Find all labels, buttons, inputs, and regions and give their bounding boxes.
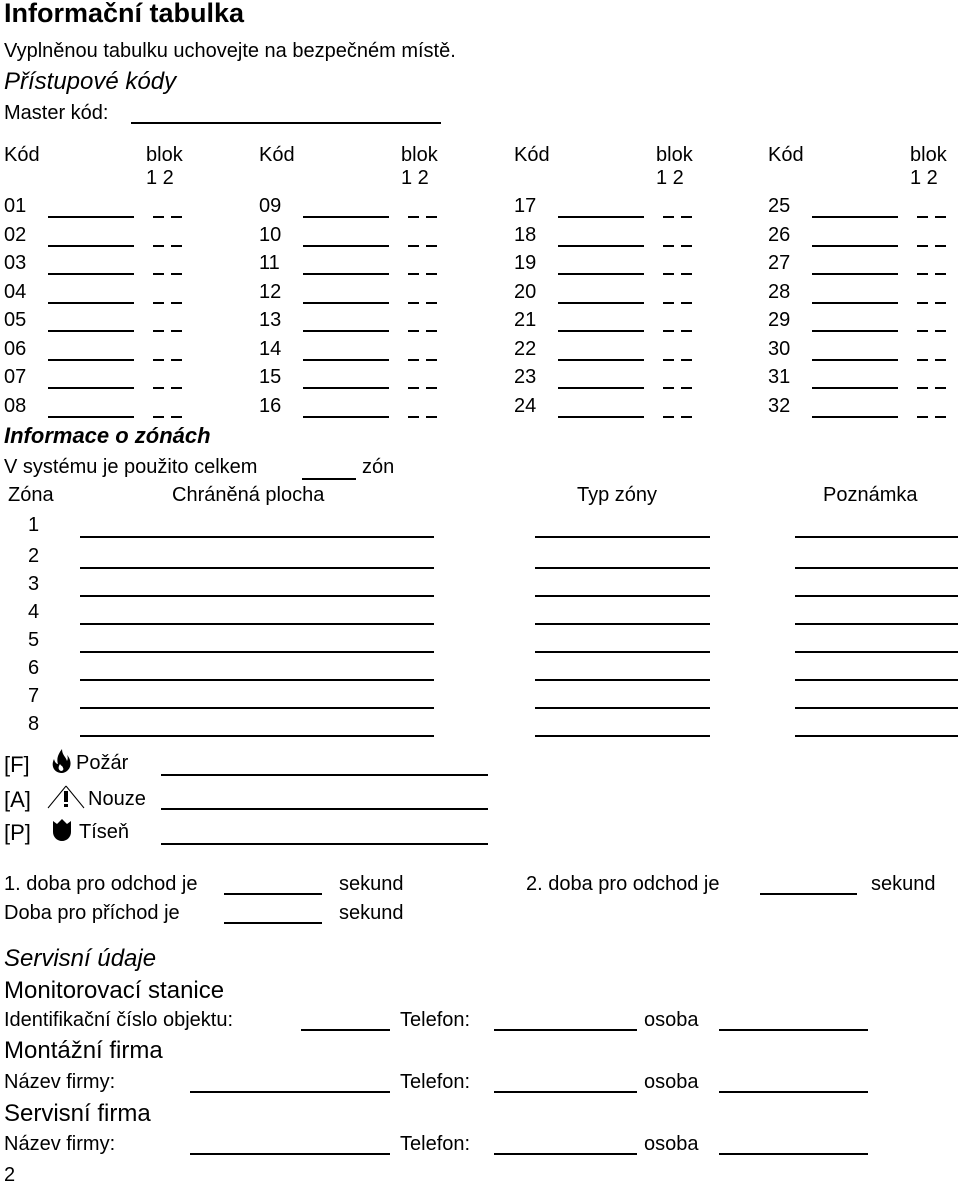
blok-column-header: blok bbox=[401, 144, 438, 166]
blok-1-field[interactable] bbox=[153, 273, 164, 275]
blok-1-field[interactable] bbox=[917, 302, 928, 304]
code-field[interactable] bbox=[303, 416, 389, 418]
blok-1-field[interactable] bbox=[663, 216, 674, 218]
service-company-name-field[interactable] bbox=[190, 1153, 390, 1155]
zone-area-field[interactable] bbox=[80, 679, 434, 681]
entry-time-prefix: Doba pro příchod je bbox=[4, 902, 180, 924]
blok-1-field[interactable] bbox=[917, 416, 928, 418]
blok-1-field[interactable] bbox=[408, 387, 419, 389]
code-column-header: Kód bbox=[514, 144, 550, 166]
service-company-heading: Servisní firma bbox=[4, 1100, 151, 1127]
code-field[interactable] bbox=[558, 359, 644, 361]
code-field[interactable] bbox=[48, 302, 134, 304]
code-slot-number: 10 bbox=[259, 224, 282, 246]
blok-2-field[interactable] bbox=[681, 216, 692, 218]
key-f-label: Požár bbox=[76, 752, 129, 774]
zone-area-field[interactable] bbox=[80, 651, 434, 653]
code-field[interactable] bbox=[812, 216, 898, 218]
zone-header-note: Poznámka bbox=[823, 484, 918, 506]
code-field[interactable] bbox=[303, 216, 389, 218]
master-code-field[interactable] bbox=[131, 122, 441, 124]
zone-number: 2 bbox=[28, 545, 40, 567]
code-field[interactable] bbox=[48, 416, 134, 418]
code-slot-number: 12 bbox=[259, 281, 282, 303]
blok-1-field[interactable] bbox=[408, 330, 419, 332]
zone-note-field[interactable] bbox=[795, 735, 958, 737]
zone-note-field[interactable] bbox=[795, 679, 958, 681]
installer-heading: Montážní firma bbox=[4, 1037, 163, 1064]
code-slot-number: 01 bbox=[4, 195, 27, 217]
code-slot-number: 28 bbox=[768, 281, 791, 303]
blok-2-field[interactable] bbox=[426, 216, 437, 218]
code-slot-number: 21 bbox=[514, 309, 537, 331]
code-field[interactable] bbox=[812, 245, 898, 247]
blok-2-field[interactable] bbox=[171, 216, 182, 218]
code-field[interactable] bbox=[558, 416, 644, 418]
blok-subheader: 1 2 bbox=[146, 167, 174, 189]
zone-area-field[interactable] bbox=[80, 567, 434, 569]
blok-2-field[interactable] bbox=[171, 416, 182, 418]
code-slot-number: 11 bbox=[259, 252, 280, 274]
blok-1-field[interactable] bbox=[153, 387, 164, 389]
key-p: [P] bbox=[4, 820, 31, 845]
code-slot-number: 09 bbox=[259, 195, 282, 217]
installer-name-field[interactable] bbox=[190, 1091, 390, 1093]
emergency-phone-field[interactable] bbox=[161, 808, 488, 810]
code-field[interactable] bbox=[303, 302, 389, 304]
zone-count-suffix: zón bbox=[362, 456, 395, 478]
zone-number: 7 bbox=[28, 685, 40, 707]
code-field[interactable] bbox=[558, 387, 644, 389]
zone-type-field[interactable] bbox=[535, 735, 710, 737]
entry-time-suffix: sekund bbox=[339, 902, 404, 924]
zone-count-prefix: V systému je použito celkem bbox=[4, 456, 258, 478]
blok-2-field[interactable] bbox=[935, 416, 946, 418]
code-field[interactable] bbox=[812, 330, 898, 332]
blok-2-field[interactable] bbox=[681, 273, 692, 275]
zone-type-field[interactable] bbox=[535, 595, 710, 597]
blok-subheader: 1 2 bbox=[656, 167, 684, 189]
blok-2-field[interactable] bbox=[426, 416, 437, 418]
zone-number: 6 bbox=[28, 657, 40, 679]
code-slot-number: 03 bbox=[4, 252, 27, 274]
code-field[interactable] bbox=[812, 387, 898, 389]
code-slot-number: 05 bbox=[4, 309, 27, 331]
service-company-phone-field[interactable] bbox=[494, 1153, 637, 1155]
service-company-person-label: osoba bbox=[644, 1133, 699, 1155]
code-field[interactable] bbox=[558, 302, 644, 304]
code-field[interactable] bbox=[48, 273, 134, 275]
zone-header-area: Chráněná plocha bbox=[172, 484, 325, 506]
blok-1-field[interactable] bbox=[153, 302, 164, 304]
zone-note-field[interactable] bbox=[795, 651, 958, 653]
blok-1-field[interactable] bbox=[917, 245, 928, 247]
exit-time-2-field[interactable] bbox=[760, 893, 857, 895]
zone-type-field[interactable] bbox=[535, 707, 710, 709]
code-field[interactable] bbox=[303, 387, 389, 389]
monitoring-heading: Monitorovací stanice bbox=[4, 977, 225, 1004]
zone-note-field[interactable] bbox=[795, 567, 958, 569]
code-slot-number: 29 bbox=[768, 309, 791, 331]
blok-2-field[interactable] bbox=[426, 387, 437, 389]
code-field[interactable] bbox=[812, 302, 898, 304]
code-slot-number: 02 bbox=[4, 224, 27, 246]
monitoring-phone-field[interactable] bbox=[494, 1029, 637, 1031]
blok-1-field[interactable] bbox=[153, 245, 164, 247]
zone-count-field[interactable] bbox=[302, 478, 356, 480]
panic-phone-field[interactable] bbox=[161, 843, 488, 845]
blok-2-field[interactable] bbox=[171, 302, 182, 304]
blok-2-field[interactable] bbox=[681, 416, 692, 418]
blok-1-field[interactable] bbox=[408, 302, 419, 304]
code-field[interactable] bbox=[48, 216, 134, 218]
blok-2-field[interactable] bbox=[171, 273, 182, 275]
code-field[interactable] bbox=[812, 359, 898, 361]
exit-time-2-suffix: sekund bbox=[871, 873, 936, 895]
code-slot-number: 15 bbox=[259, 366, 282, 388]
code-field[interactable] bbox=[48, 387, 134, 389]
code-slot-number: 31 bbox=[768, 366, 791, 388]
blok-2-field[interactable] bbox=[426, 273, 437, 275]
code-field[interactable] bbox=[812, 416, 898, 418]
blok-2-field[interactable] bbox=[935, 273, 946, 275]
blok-2-field[interactable] bbox=[426, 359, 437, 361]
zone-area-field[interactable] bbox=[80, 707, 434, 709]
zone-area-field[interactable] bbox=[80, 735, 434, 737]
code-field[interactable] bbox=[48, 359, 134, 361]
code-field[interactable] bbox=[558, 273, 644, 275]
zone-note-field[interactable] bbox=[795, 536, 958, 538]
service-company-name-label: Název firmy: bbox=[4, 1133, 116, 1155]
service-heading: Servisní údaje bbox=[4, 945, 157, 972]
blok-2-field[interactable] bbox=[426, 302, 437, 304]
entry-time-field[interactable] bbox=[224, 922, 322, 924]
code-column-header: Kód bbox=[4, 144, 40, 166]
code-slot-number: 04 bbox=[4, 281, 27, 303]
fire-phone-field[interactable] bbox=[161, 774, 488, 776]
key-p-label: Tíseň bbox=[79, 821, 130, 843]
blok-2-field[interactable] bbox=[171, 359, 182, 361]
blok-2-field[interactable] bbox=[935, 330, 946, 332]
code-slot-number: 19 bbox=[514, 252, 537, 274]
blok-1-field[interactable] bbox=[663, 330, 674, 332]
zone-number: 4 bbox=[28, 601, 40, 623]
code-slot-number: 17 bbox=[514, 195, 537, 217]
key-a-label: Nouze bbox=[88, 788, 146, 810]
exit-time-2-prefix: 2. doba pro odchod je bbox=[526, 873, 720, 895]
zone-number: 8 bbox=[28, 713, 40, 735]
blok-1-field[interactable] bbox=[153, 359, 164, 361]
blok-1-field[interactable] bbox=[408, 416, 419, 418]
blok-2-field[interactable] bbox=[681, 359, 692, 361]
blok-2-field[interactable] bbox=[171, 245, 182, 247]
code-field[interactable] bbox=[48, 245, 134, 247]
code-slot-number: 30 bbox=[768, 338, 791, 360]
blok-2-field[interactable] bbox=[681, 245, 692, 247]
warning-icon bbox=[46, 784, 86, 810]
installer-name-label: Název firmy: bbox=[4, 1071, 116, 1093]
installer-phone-field[interactable] bbox=[494, 1091, 637, 1093]
subtitle: Vyplněnou tabulku uchovejte na bezpečném místě. bbox=[4, 40, 456, 62]
blok-subheader: 1 2 bbox=[910, 167, 938, 189]
access-codes-heading: Přístupové kódy bbox=[4, 68, 177, 95]
zone-header-zone: Zóna bbox=[8, 484, 54, 506]
code-column-header: Kód bbox=[768, 144, 804, 166]
blok-1-field[interactable] bbox=[408, 245, 419, 247]
blok-2-field[interactable] bbox=[935, 387, 946, 389]
exit-time-1-prefix: 1. doba pro odchod je bbox=[4, 873, 198, 895]
blok-column-header: blok bbox=[910, 144, 947, 166]
blok-1-field[interactable] bbox=[917, 273, 928, 275]
installer-person-label: osoba bbox=[644, 1071, 699, 1093]
code-slot-number: 14 bbox=[259, 338, 282, 360]
blok-2-field[interactable] bbox=[681, 330, 692, 332]
blok-1-field[interactable] bbox=[663, 302, 674, 304]
zone-type-field[interactable] bbox=[535, 567, 710, 569]
blok-1-field[interactable] bbox=[663, 359, 674, 361]
blok-2-field[interactable] bbox=[681, 387, 692, 389]
code-slot-number: 13 bbox=[259, 309, 282, 331]
code-field[interactable] bbox=[303, 245, 389, 247]
blok-2-field[interactable] bbox=[426, 245, 437, 247]
blok-1-field[interactable] bbox=[917, 216, 928, 218]
code-slot-number: 07 bbox=[4, 366, 27, 388]
zone-type-field[interactable] bbox=[535, 536, 710, 538]
code-slot-number: 25 bbox=[768, 195, 791, 217]
code-field[interactable] bbox=[303, 273, 389, 275]
zone-type-field[interactable] bbox=[535, 679, 710, 681]
key-a: [A] bbox=[4, 787, 31, 812]
exit-time-1-suffix: sekund bbox=[339, 873, 404, 895]
installer-phone-label: Telefon: bbox=[400, 1071, 471, 1093]
monitoring-person-field[interactable] bbox=[719, 1029, 868, 1031]
zone-note-field[interactable] bbox=[795, 595, 958, 597]
code-field[interactable] bbox=[303, 330, 389, 332]
code-field[interactable] bbox=[812, 273, 898, 275]
blok-1-field[interactable] bbox=[917, 330, 928, 332]
object-id-field[interactable] bbox=[301, 1029, 390, 1031]
code-field[interactable] bbox=[558, 330, 644, 332]
code-slot-number: 24 bbox=[514, 395, 537, 417]
blok-column-header: blok bbox=[656, 144, 693, 166]
blok-1-field[interactable] bbox=[917, 359, 928, 361]
key-f: [F] bbox=[4, 752, 30, 777]
code-field[interactable] bbox=[303, 359, 389, 361]
zone-note-field[interactable] bbox=[795, 707, 958, 709]
blok-1-field[interactable] bbox=[663, 387, 674, 389]
object-id-label: Identifikační číslo objektu: bbox=[4, 1009, 234, 1031]
service-company-phone-label: Telefon: bbox=[400, 1133, 471, 1155]
blok-1-field[interactable] bbox=[917, 387, 928, 389]
blok-column-header: blok bbox=[146, 144, 183, 166]
blok-1-field[interactable] bbox=[408, 216, 419, 218]
blok-2-field[interactable] bbox=[171, 387, 182, 389]
blok-2-field[interactable] bbox=[935, 359, 946, 361]
code-column-header: Kód bbox=[259, 144, 295, 166]
blok-1-field[interactable] bbox=[663, 416, 674, 418]
blok-1-field[interactable] bbox=[408, 273, 419, 275]
code-slot-number: 08 bbox=[4, 395, 27, 417]
code-field[interactable] bbox=[558, 245, 644, 247]
code-slot-number: 16 bbox=[259, 395, 282, 417]
blok-2-field[interactable] bbox=[935, 216, 946, 218]
blok-2-field[interactable] bbox=[935, 245, 946, 247]
blok-2-field[interactable] bbox=[681, 302, 692, 304]
exit-time-1-field[interactable] bbox=[224, 893, 322, 895]
zone-type-field[interactable] bbox=[535, 651, 710, 653]
zone-note-field[interactable] bbox=[795, 623, 958, 625]
code-slot-number: 27 bbox=[768, 252, 791, 274]
page-number: 2 bbox=[4, 1164, 16, 1186]
zones-heading: Informace o zónách bbox=[4, 423, 211, 448]
blok-2-field[interactable] bbox=[935, 302, 946, 304]
zone-header-type: Typ zóny bbox=[577, 484, 658, 506]
code-field[interactable] bbox=[48, 330, 134, 332]
code-field[interactable] bbox=[558, 216, 644, 218]
service-company-person-field[interactable] bbox=[719, 1153, 868, 1155]
zone-area-field[interactable] bbox=[80, 623, 434, 625]
code-slot-number: 23 bbox=[514, 366, 537, 388]
zone-number: 3 bbox=[28, 573, 40, 595]
blok-1-field[interactable] bbox=[408, 359, 419, 361]
blok-subheader: 1 2 bbox=[401, 167, 429, 189]
code-slot-number: 20 bbox=[514, 281, 537, 303]
code-slot-number: 18 bbox=[514, 224, 537, 246]
code-slot-number: 26 bbox=[768, 224, 791, 246]
blok-1-field[interactable] bbox=[153, 416, 164, 418]
blok-1-field[interactable] bbox=[663, 273, 674, 275]
monitoring-person-label: osoba bbox=[644, 1009, 699, 1031]
zone-number: 5 bbox=[28, 629, 40, 651]
blok-1-field[interactable] bbox=[153, 330, 164, 332]
code-slot-number: 06 bbox=[4, 338, 27, 360]
zone-type-field[interactable] bbox=[535, 623, 710, 625]
page-title: Informační tabulka bbox=[4, 0, 245, 28]
blok-1-field[interactable] bbox=[153, 216, 164, 218]
zone-number: 1 bbox=[28, 514, 40, 536]
master-code-label: Master kód: bbox=[4, 102, 109, 124]
blok-2-field[interactable] bbox=[171, 330, 182, 332]
zone-area-field[interactable] bbox=[80, 595, 434, 597]
monitoring-phone-label: Telefon: bbox=[400, 1009, 471, 1031]
installer-person-field[interactable] bbox=[719, 1091, 868, 1093]
code-slot-number: 22 bbox=[514, 338, 537, 360]
panic-icon bbox=[51, 818, 73, 842]
fire-icon bbox=[50, 748, 72, 774]
blok-2-field[interactable] bbox=[426, 330, 437, 332]
zone-area-field[interactable] bbox=[80, 536, 434, 538]
code-slot-number: 32 bbox=[768, 395, 791, 417]
blok-1-field[interactable] bbox=[663, 245, 674, 247]
